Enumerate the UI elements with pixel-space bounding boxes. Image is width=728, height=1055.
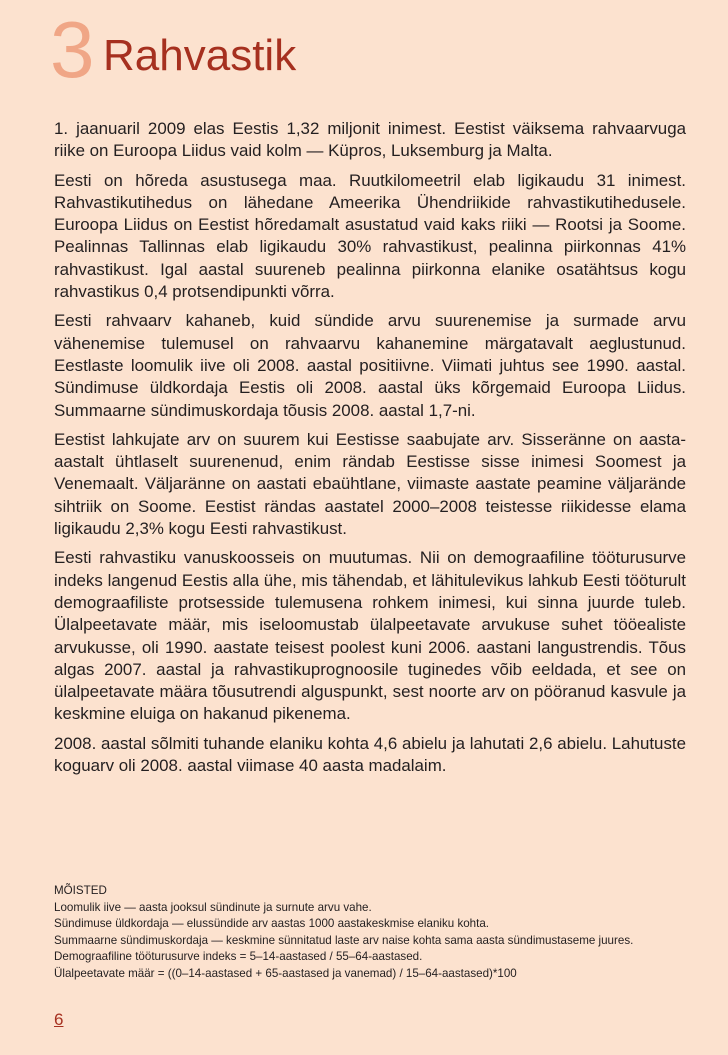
definition-line: Ülalpeetavate määr = ((0–14-aastased + 65-aastased ja vanemad) / 15–64-aastased)*100 (54, 966, 517, 980)
paragraph: Eesti rahvastiku vanuskoosseis on muutumas. Nii on demograafiline tööturusurve indeks langenud Eestis alla ühe, mis tähendab, et lähitulevikus lahkub Eesti tööturult demograafiliste protsesside tulemusena rohkem inimesi, kui sinna juurde tuleb. Ülalpeetavate määr, mis iseloomustab ülalpeetavate arvukuse suhet tööealiste arvukusse, oli 1990. aastate teisest poolest kuni 2006. aastani langustrendis. Tõus algas 2007. aastal ja rahvastikuprognoosile tuginedes võib eeldada, et see on ülalpeetavate määra tõusutrendi alguspunkt, sest noorte arv on pööranud kasvule ja keskmine eluiga on hakanud pikenema. (54, 548, 686, 724)
definitions-heading: MÕISTED (54, 884, 107, 897)
page-number[interactable]: 6 (54, 1010, 64, 1029)
paragraph: 1. jaanuaril 2009 elas Eestis 1,32 miljonit inimest. Eestist väiksema rahvaarvuga riike on Euroopa Liidus vaid kolm — Küpros, Luksemburg ja Malta. (54, 119, 686, 161)
chapter-header (0, 0, 728, 104)
definition-line: Loomulik iive — aasta jooksul sündinute ja surnute arvu vahe. (54, 900, 372, 914)
chapter-number: 3 (50, 5, 95, 94)
definitions-box (54, 883, 686, 982)
paragraph: Eesti on hõreda asustusega maa. Ruutkilomeetril elab ligikaudu 31 inimest. Rahvastikutihedus on lähedane Ameerika Ühendriikide rahvastikutihedusele. Euroopa Liidus on Eestist hõredamalt asustatud vaid kaks riiki — Rootsi ja Soome. Pealinnas Tallinnas elab ligikaudu 30% rahvastikust, pealinna piirkonnas 41% rahvastikust. Igal aastal suureneb pealinna piirkonna elanike osatähtsus kogu rahvastikus 0,4 protsendipunkti võrra. (54, 170, 686, 302)
definition-line: Summaarne sündimuskordaja — keskmine sünnitatud laste arv naise kohta sama aasta sündimustaseme juures. (54, 933, 634, 947)
chapter-title: Rahvastik (103, 31, 297, 80)
paragraph: Eesti rahvaarv kahaneb, kuid sündide arvu suurenemise ja surmade arvu vähenemise tulemusel on rahvaarvu kahanemine märgatavalt aeglustunud. Eestlaste loomulik iive oli 2008. aastal positiivne. Viimati juhtus see 1990. aastal. Sündimuse üldkordaja Eestis oli 2008. aastal üks kõrgemaid Euroopa Liidus. Summaarne sündimuskordaja tõusis 2008. aastal 1,7-ni. (54, 311, 686, 420)
body-text (54, 118, 686, 784)
paragraph: 2008. aastal sõlmiti tuhande elaniku kohta 4,6 abielu ja lahutati 2,6 abielu. Lahutuste koguarv oli 2008. aastal viimase 40 aasta madalaim. (54, 733, 686, 776)
definition-line: Demograafiline tööturusurve indeks = 5–14-aastased / 55–64-aastased. (54, 950, 423, 963)
paragraph: Eestist lahkujate arv on suurem kui Eestisse saabujate arv. Sisseränne on aasta-aastalt ühtlaselt suurenenud, enim rändab Eestisse sisse inimesi Soomest ja Venemaalt. Väljaränne on aastati ebaühtlane, viimaste aastate peamine väljarände sihtriik on Soome. Eestist rändas aastatel 2000–2008 teistesse riikidesse elama ligikaudu 2,3% kogu Eesti rahvastikust. (54, 429, 686, 539)
definition-line: Sündimuse üldkordaja — elussündide arv aastas 1000 aastakeskmise elaniku kohta. (54, 917, 490, 930)
